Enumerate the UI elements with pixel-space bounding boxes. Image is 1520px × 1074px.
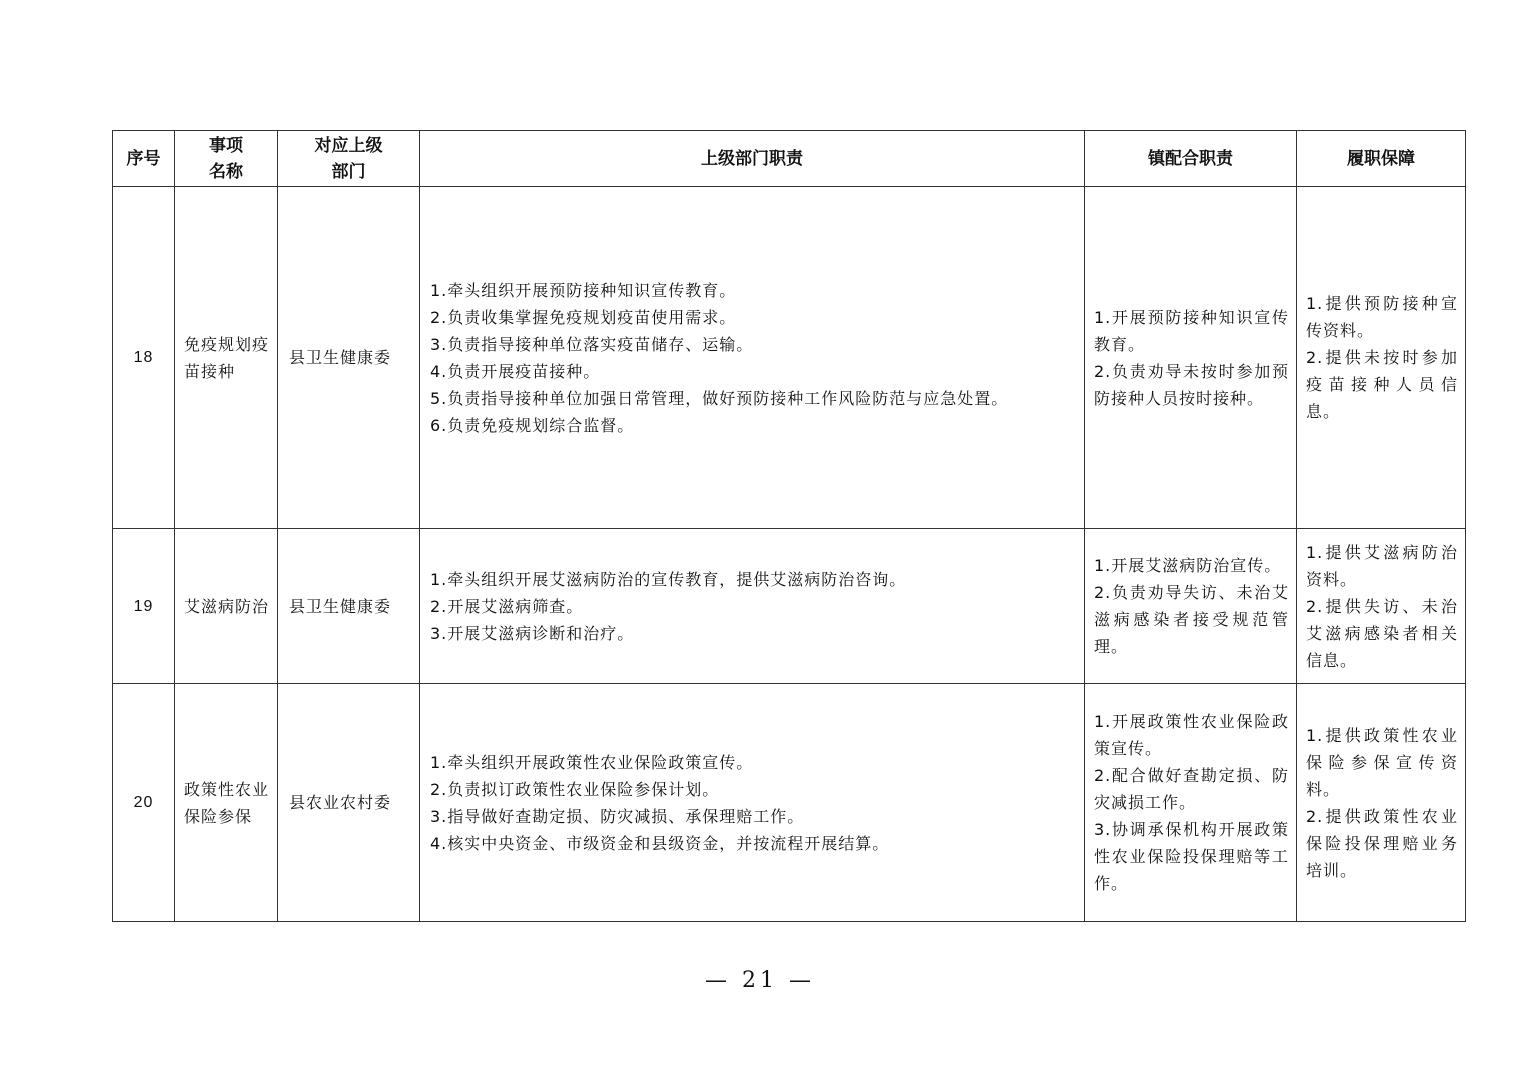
table-row [113,187,1466,529]
duty-line: 2.开展艾滋病筛查。 [430,596,584,616]
row-guarantee [1297,187,1466,529]
duty-line: 1.牵头组织开展政策性农业保险政策宣传。 [430,752,754,772]
table-row [113,684,1466,922]
duty-table [112,130,1466,922]
row-item-name: 艾滋病防治 [175,529,278,684]
duty-line: 3.开展艾滋病诊断和治疗。 [430,623,635,643]
coop-line: 1.开展预防接种知识宣传教育。 [1094,307,1289,354]
duty-line: 4.核实中央资金、市级资金和县级资金，并按流程开展结算。 [430,833,890,853]
row-seq: 20 [113,684,175,922]
row-duties [420,529,1085,684]
row-coop [1085,187,1297,529]
guarantee-line: 1.提供政策性农业保险参保宣传资料。 [1306,725,1458,799]
guarantee-line: 2.提供政策性农业保险投保理赔业务培训。 [1306,806,1458,880]
duty-line: 2.负责收集掌握免疫规划疫苗使用需求。 [430,307,737,327]
row-duties [420,684,1085,922]
row-dept: 县卫生健康委 [278,529,420,684]
duty-line: 4.负责开展疫苗接种。 [430,361,601,381]
header-item-name: 事项 名称 [175,131,278,187]
coop-line: 2.配合做好查勘定损、防灾减损工作。 [1094,766,1289,812]
row-guarantee [1297,684,1466,922]
coop-line: 2.负责劝导未按时参加预防接种人员按时接种。 [1094,361,1289,408]
duty-line: 1.牵头组织开展预防接种知识宣传教育。 [430,280,737,300]
coop-line: 2.负责劝导失访、未治艾滋病感染者接受规范管理。 [1094,583,1289,656]
row-seq: 18 [113,187,175,529]
duty-line: 3.指导做好查勘定损、防灾减损、承保理赔工作。 [430,806,805,826]
row-item-name: 政策性农业保险参保 [175,684,278,922]
duty-line: 3.负责指导接种单位落实疫苗储存、运输。 [430,334,754,354]
header-seq: 序号 [113,131,175,187]
guarantee-line: 1.提供预防接种宣传资料。 [1306,294,1458,340]
row-coop [1085,529,1297,684]
coop-line: 1.开展政策性农业保险政策宣传。 [1094,712,1289,758]
page-number: — 21 — [705,968,815,993]
table-row [113,529,1466,684]
duty-line: 1.牵头组织开展艾滋病防治的宣传教育，提供艾滋病防治咨询。 [430,569,907,589]
header-row [113,131,1466,187]
row-duties [420,187,1085,529]
coop-line: 1.开展艾滋病防治宣传。 [1094,556,1282,575]
header-duty: 上级部门职责 [420,131,1085,187]
row-seq: 19 [113,529,175,684]
guarantee-line: 2.提供未按时参加疫苗接种人员信息。 [1306,348,1458,421]
header-guarantee: 履职保障 [1297,131,1466,187]
row-coop [1085,684,1297,922]
header-dept: 对应上级 部门 [278,131,420,187]
row-dept: 县农业农村委 [278,684,420,922]
guarantee-line: 1.提供艾滋病防治资料。 [1306,542,1458,589]
coop-line: 3.协调承保机构开展政策性农业保险投保理赔等工作。 [1094,820,1289,893]
duty-line: 5.负责指导接种单位加强日常管理，做好预防接种工作风险防范与应急处置。 [430,388,1009,408]
row-dept: 县卫生健康委 [278,187,420,529]
duty-line: 6.负责免疫规划综合监督。 [430,415,635,435]
row-guarantee [1297,529,1466,684]
duty-line: 2.负责拟订政策性农业保险参保计划。 [430,779,720,799]
row-item-name: 免疫规划疫苗接种 [175,187,278,529]
header-coop: 镇配合职责 [1085,131,1297,187]
guarantee-line: 2.提供失访、未治艾滋病感染者相关信息。 [1306,596,1458,670]
